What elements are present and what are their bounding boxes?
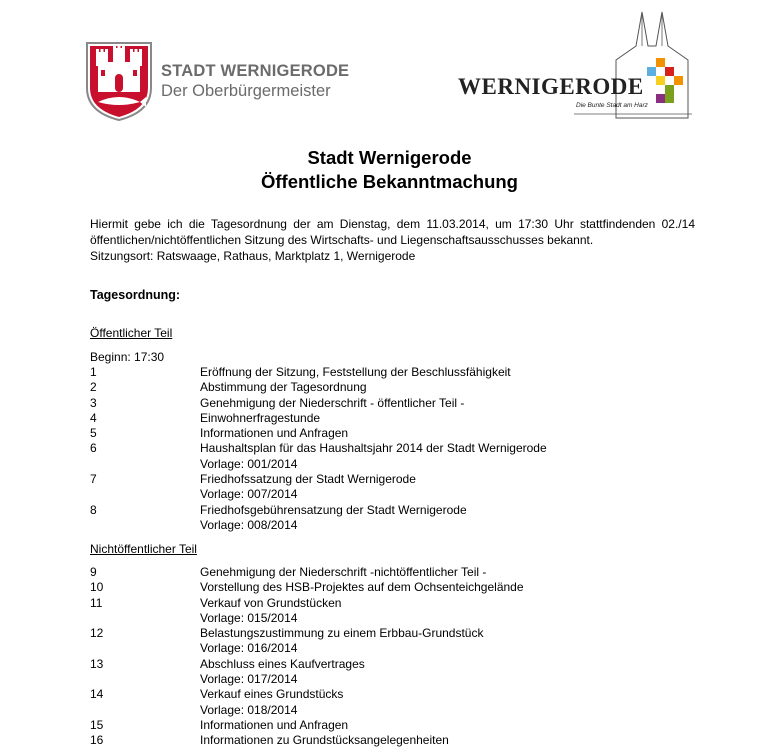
agenda-item-number: 4 <box>90 410 97 425</box>
agenda-item <box>90 580 710 595</box>
agenda-item <box>90 718 710 733</box>
public-agenda-list <box>90 365 710 533</box>
agenda-item-number: 6 <box>90 441 97 456</box>
agenda-item <box>90 596 710 611</box>
agenda-item-text: Haushaltsplan für das Haushaltsjahr 2014 der Stadt Wernigerode <box>200 441 547 456</box>
agenda-item-number: 1 <box>90 365 97 379</box>
meeting-location: Sitzungsort: Ratswaage, Rathaus, Marktplatz 1, Wernigerode <box>90 249 416 263</box>
agenda-item-text: Abschluss eines Kaufvertrages <box>200 656 365 671</box>
agenda-item <box>90 518 710 533</box>
agenda-item-text: Belastungszustimmung zu einem Erbbau-Grundstück <box>200 626 484 641</box>
brand-slogan: Die Bunte Stadt am Harz <box>576 102 648 109</box>
agenda-item-reference: Vorlage: 001/2014 <box>200 456 298 471</box>
agenda-item-reference: Vorlage: 018/2014 <box>200 702 298 717</box>
agenda-item-text: Abstimmung der Tagesordnung <box>200 380 367 395</box>
document-title <box>0 146 779 194</box>
agenda-item-number: 5 <box>90 426 97 441</box>
agenda-item-number: 3 <box>90 395 97 410</box>
agenda-item-number <box>90 672 200 687</box>
agenda-item-text: Vorstellung des HSB-Projektes auf dem Ochsenteichgelände <box>200 580 524 595</box>
agenda-item <box>90 396 710 411</box>
agenda-item-text: Informationen und Anfragen <box>200 426 349 441</box>
agenda-item-text: Genehmigung der Niederschrift - öffentlicher Teil - <box>200 395 465 410</box>
agenda-item-number <box>90 703 200 718</box>
agenda-item-text: Informationen zu Grundstücksangelegenheiten <box>200 733 449 748</box>
agenda-item-text: Einwohnerfragestunde <box>200 410 321 425</box>
agenda-item-number: 9 <box>90 565 97 579</box>
agenda-item-number <box>90 457 200 472</box>
brand-name: WERNIGERODE <box>458 74 644 99</box>
agenda-item <box>90 733 710 748</box>
agenda-item <box>90 565 710 580</box>
agenda-item-number: 7 <box>90 472 97 487</box>
agenda-item <box>90 487 710 502</box>
agenda-item-reference: Vorlage: 008/2014 <box>200 517 298 532</box>
agenda-item-text: Genehmigung der Niederschrift -nichtöffentlicher Teil - <box>200 565 487 579</box>
agenda-item-number: 14 <box>90 687 104 702</box>
agenda-item-number: 11 <box>90 595 103 610</box>
title-line-1: Stadt Wernigerode <box>307 147 472 168</box>
agenda-item <box>90 672 710 687</box>
agenda-item <box>90 687 710 702</box>
agenda-item <box>90 411 710 426</box>
org-office: Der Oberbürgermeister <box>161 82 331 100</box>
brand-logo <box>456 10 706 120</box>
agenda-item <box>90 457 710 472</box>
public-section-title: Öffentlicher Teil <box>90 326 173 340</box>
agenda-item-number: 2 <box>90 380 97 395</box>
agenda-item-reference: Vorlage: 015/2014 <box>200 610 298 625</box>
agenda-item-reference: Vorlage: 017/2014 <box>200 672 298 687</box>
agenda-item-text: Friedhofssatzung der Stadt Wernigerode <box>200 472 416 487</box>
agenda-item-text: Informationen und Anfragen <box>200 717 349 732</box>
intro-paragraph <box>90 216 695 264</box>
agenda-item-number: 16 <box>90 733 104 748</box>
agenda-item-text: Verkauf von Grundstücken <box>200 595 342 610</box>
agenda-heading: Tagesordnung: <box>90 288 181 302</box>
coat-of-arms-icon <box>84 40 154 122</box>
agenda-item-text: Friedhofsgebührensatzung der Stadt Wernigerode <box>200 502 467 517</box>
agenda-item <box>90 703 710 718</box>
agenda-item <box>90 626 710 641</box>
agenda-item-number <box>90 611 200 626</box>
agenda-item-text: Eröffnung der Sitzung, Feststellung der Beschlussfähigkeit <box>200 365 511 379</box>
meeting-begin: Beginn: 17:30 <box>90 350 165 364</box>
agenda-item-number: 8 <box>90 502 97 517</box>
agenda-item <box>90 657 710 672</box>
agenda-item-number: 12 <box>90 626 104 641</box>
intro-text: Hiermit gebe ich die Tagesordnung der am Dienstag, dem 11.03.2014, um 17:30 Uhr stattfindenden 02./14 öffentlichen/nichtöffentlichen Sitzung des Wirtschafts- und Liegenschaftsausschusses bekannt. <box>90 217 695 247</box>
private-section-title: Nichtöffentlicher Teil <box>90 542 197 556</box>
agenda-item <box>90 380 710 395</box>
agenda-item <box>90 441 710 456</box>
agenda-item-number <box>90 641 200 656</box>
agenda-item-reference: Vorlage: 016/2014 <box>200 641 298 656</box>
title-line-2: Öffentliche Bekanntmachung <box>261 171 518 192</box>
agenda-item-number <box>90 487 200 502</box>
agenda-item-number: 10 <box>90 580 104 595</box>
agenda-item-text: Verkauf eines Grundstücks <box>200 687 344 702</box>
agenda-item-reference: Vorlage: 007/2014 <box>200 487 298 502</box>
agenda-item <box>90 365 710 380</box>
agenda-item <box>90 611 710 626</box>
agenda-item <box>90 426 710 441</box>
agenda-item <box>90 641 710 656</box>
agenda-item <box>90 503 710 518</box>
agenda-item-number: 13 <box>90 656 104 671</box>
city-office-logo <box>84 40 354 122</box>
agenda-item <box>90 472 710 487</box>
agenda-item-number <box>90 518 200 533</box>
agenda-item-number: 15 <box>90 717 104 732</box>
private-agenda-list <box>90 565 710 749</box>
org-name: STADT WERNIGERODE <box>161 62 350 80</box>
